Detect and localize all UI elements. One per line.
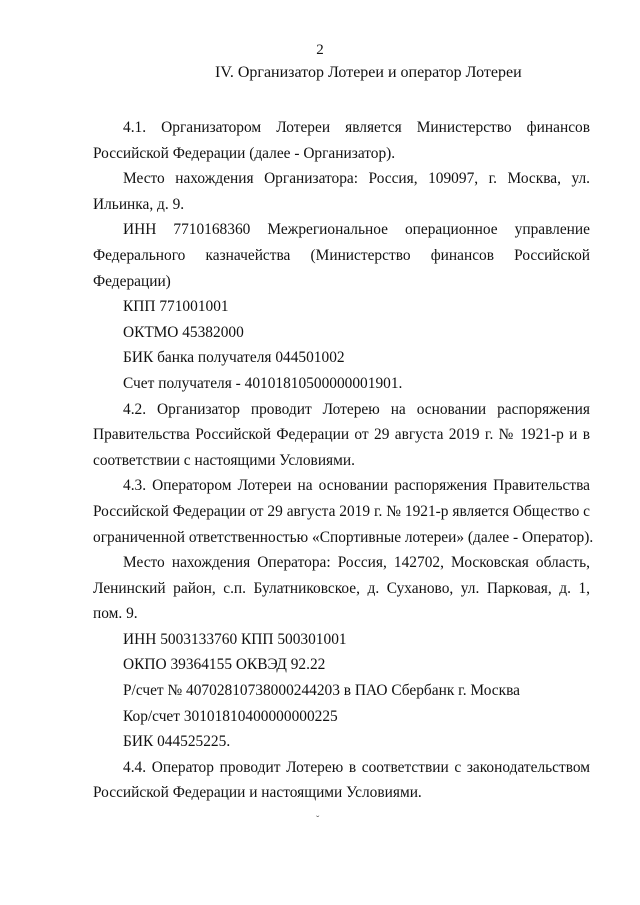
- paragraph: [93, 678, 590, 704]
- text-line: пом. 9.: [93, 605, 138, 623]
- document-body: [93, 115, 594, 806]
- text-line: 4.2. Организатор проводит Лотерею на основании распоряжения: [123, 400, 590, 418]
- paragraph: [93, 166, 590, 217]
- text-line: Место нахождения Оператора: Россия, 142702, Московская область,: [123, 554, 590, 572]
- paragraph: [93, 397, 590, 474]
- text-line: БИК 044525225.: [123, 733, 231, 751]
- text-line: ИНН 5003133760 КПП 500301001: [123, 630, 347, 648]
- text-line: Счет получателя - 40101810500000001901.: [123, 374, 403, 392]
- text-line: соответствии с настоящими Условиями.: [93, 451, 355, 469]
- paragraph: [93, 550, 590, 627]
- text-line: Р/счет № 40702810738000244203 в ПАО Сбербанк г. Москва: [123, 682, 521, 700]
- paragraph: [93, 729, 590, 755]
- text-line: 4.1. Организатором Лотереи является Министерство финансов: [123, 119, 590, 136]
- text-line: ограниченной ответственностью «Спортивные лотереи» (далее - Оператор).: [93, 528, 594, 546]
- paragraph: [93, 320, 590, 346]
- paragraph: [93, 755, 590, 806]
- paragraph: [93, 115, 590, 166]
- scan-artifact: ˇ: [316, 815, 320, 826]
- text-line: Кор/счет 30101810400000000225: [123, 707, 338, 725]
- paragraph: [93, 652, 590, 678]
- text-line: БИК банка получателя 044501002: [123, 349, 345, 367]
- text-line: КПП 771001001: [123, 298, 229, 316]
- text-line: ОКПО 39364155 ОКВЭД 92.22: [123, 656, 326, 674]
- text-line: 4.3. Оператором Лотереи на основании распоряжения Правительства: [123, 477, 590, 495]
- paragraph: [93, 627, 590, 653]
- section-title: IV. Организатор Лотереи и оператор Лотереи: [215, 64, 522, 81]
- text-line: Правительства Российской Федерации от 29 августа 2019 г. № 1921-р и в: [93, 426, 590, 444]
- text-line: Место нахождения Организатора: Россия, 109097, г. Москва, ул.: [123, 170, 590, 188]
- paragraph: [93, 704, 590, 730]
- text-line: Российской Федерации (далее - Организатор).: [93, 144, 396, 162]
- paragraph: [93, 217, 590, 294]
- text-line: ИНН 7710168360 Межрегиональное операционное управление: [123, 221, 590, 239]
- text-line: 4.4. Оператор проводит Лотерею в соответствии с законодательством: [123, 758, 590, 776]
- paragraph: [93, 294, 590, 320]
- text-line: Федерации): [93, 272, 171, 290]
- text-line: ОКТМО 45382000: [123, 323, 244, 341]
- text-line: Российской Федерации от 29 августа 2019 г. № 1921-р является Общество с: [93, 502, 590, 520]
- paragraph: [93, 345, 590, 371]
- page-number: 2: [316, 42, 324, 58]
- paragraph: [93, 371, 590, 397]
- text-line: Ильинка, д. 9.: [93, 195, 185, 213]
- text-line: Российской Федерации и настоящими Условиями.: [93, 784, 422, 802]
- text-line: Ленинский район, с.п. Булатниковское, д. Суханово, ул. Парковая, д. 1,: [93, 579, 590, 597]
- paragraph: [93, 473, 594, 550]
- text-line: Федерального казначейства (Министерство финансов Российской: [93, 246, 590, 264]
